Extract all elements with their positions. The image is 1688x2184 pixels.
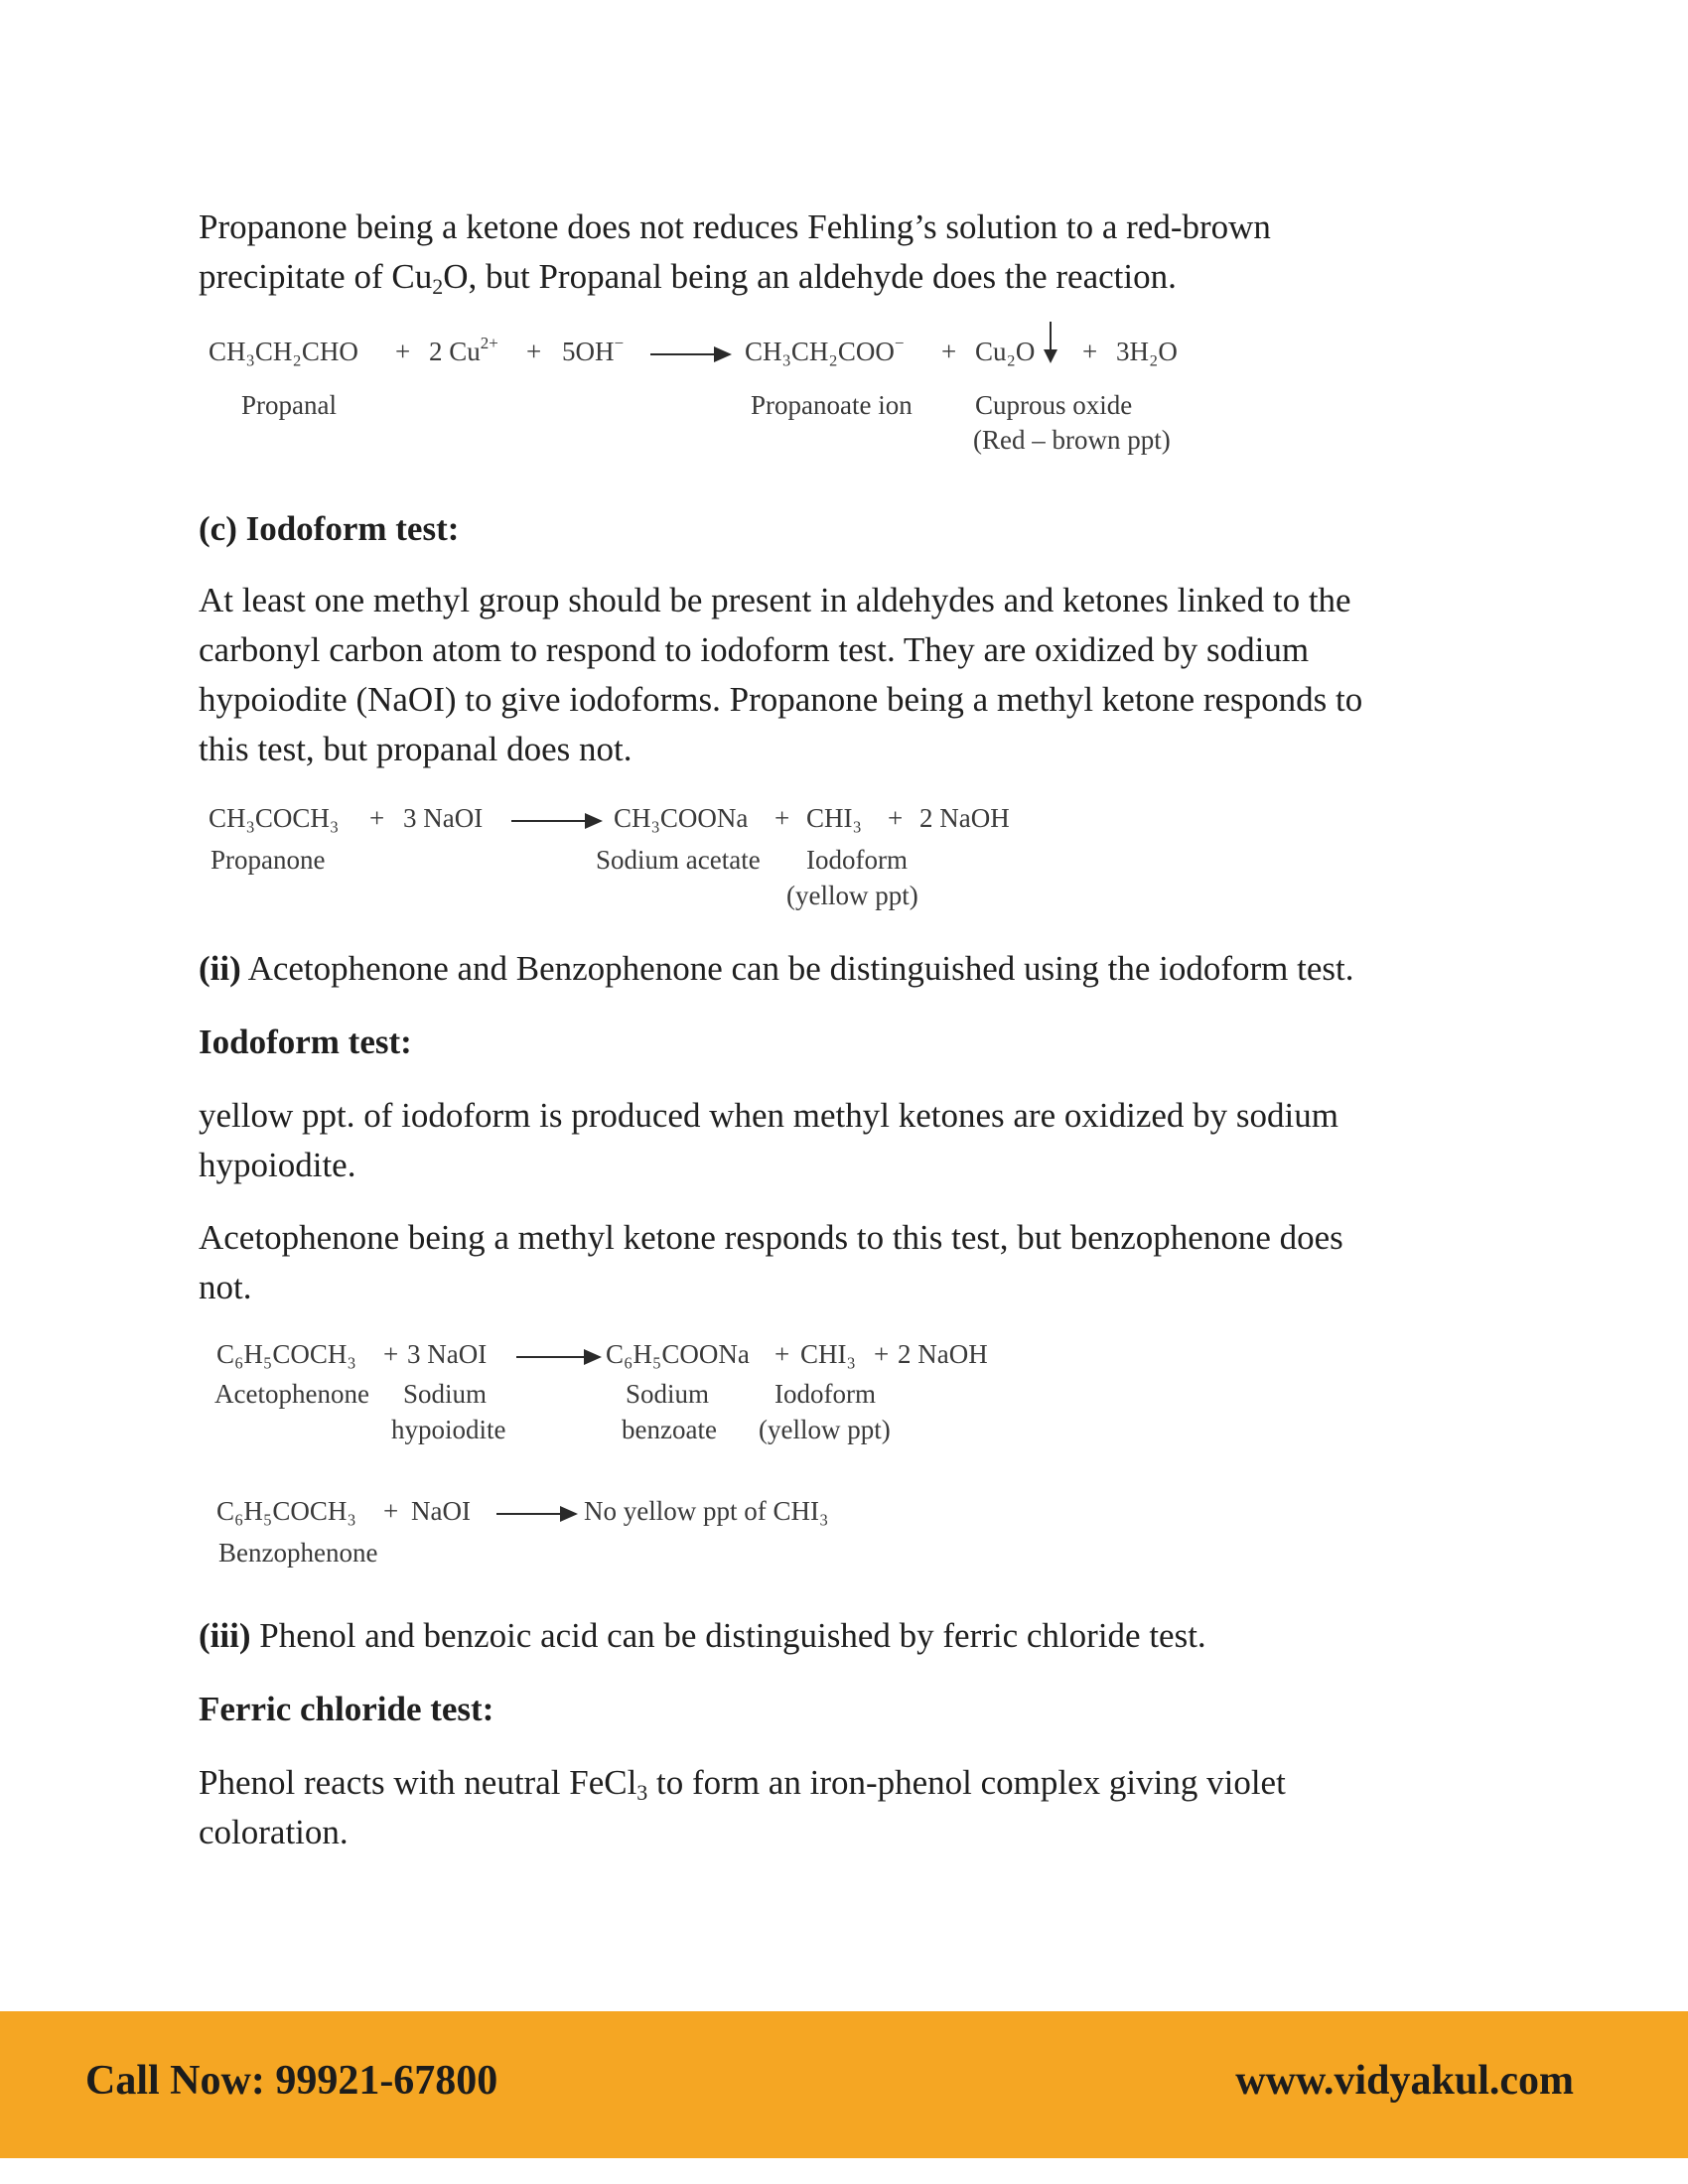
rx2-plus-2: +	[774, 803, 790, 833]
rx2-label-sodium-acetate: Sodium acetate	[596, 845, 761, 875]
rx4-result-no-ppt: No yellow ppt of CHI₃	[584, 1496, 829, 1526]
call-now-phone[interactable]: Call Now: 99921-67800	[85, 2058, 498, 2104]
fehling-line-2b: O, but Propanal being an aldehyde does the reaction.	[443, 257, 1177, 296]
ferric-line-2: coloration.	[199, 1813, 349, 1851]
rx3-reactant-naoi: 3 NaOI	[407, 1339, 488, 1369]
rx2-reactant-naoi: 3 NaOI	[403, 803, 484, 833]
section-ii-label: (ii)	[199, 949, 241, 988]
iodoform-test-heading: (c) Iodoform test:	[199, 509, 460, 548]
rx3-label-sodium-2: Sodium	[626, 1379, 710, 1409]
rx3-reactant-acetophenone: C₆H₅COCH₃	[216, 1339, 356, 1369]
rx3-label-sodium: Sodium	[403, 1379, 488, 1409]
section-ii-text: Acetophenone and Benzophenone can be distinguished using the iodoform test.	[240, 949, 1354, 988]
ferric-line-1-sub: 3	[636, 1780, 648, 1805]
rx3-product-chi3: CHI₃	[800, 1339, 856, 1369]
rx1-label-propanal: Propanal	[241, 390, 337, 420]
ferric-chloride-paragraph	[199, 1758, 1489, 1857]
rx2-arrow	[511, 820, 601, 822]
iodoform-test-heading-2: Iodoform test:	[199, 1023, 412, 1061]
fehling-paragraph	[199, 203, 1489, 302]
iodoform-line-2: carbonyl carbon atom to respond to iodoform test. They are oxidized by sodium	[199, 630, 1310, 669]
iodoform-line-4: this test, but propanal does not.	[199, 730, 633, 768]
rx3-plus-2: +	[774, 1339, 790, 1369]
acetophenone-line-1: Acetophenone being a methyl ketone responds to this test, but benzophenone does	[199, 1218, 1343, 1257]
rx1-plus-3: +	[941, 337, 957, 366]
rx2-label-iodoform: Iodoform	[806, 845, 908, 875]
rx1-plus-2: +	[526, 337, 542, 366]
ferric-chloride-heading: Ferric chloride test:	[199, 1690, 494, 1728]
rx2-reactant-propanone: CH₃COCH₃	[209, 803, 340, 833]
rx3-label-benzoate: benzoate	[622, 1415, 717, 1444]
section-iii-statement	[199, 1611, 1489, 1661]
rx2-plus-3: +	[888, 803, 904, 833]
section-iii-text: Phenol and benzoic acid can be distinguished by ferric chloride test.	[250, 1616, 1206, 1655]
rx1-product-propanoate: CH₃CH₂COO−	[745, 334, 905, 366]
rx1-label-cuprous-oxide: Cuprous oxide	[975, 390, 1133, 420]
rx3-label-acetophenone: Acetophenone	[214, 1379, 369, 1409]
rx4-reactant-benzophenone: C₆H₅COCH₃	[216, 1496, 356, 1526]
rx4-plus-1: +	[383, 1496, 399, 1526]
rx3-label-hypoiodite: hypoiodite	[391, 1415, 506, 1444]
rx3-label-iodoform: Iodoform	[774, 1379, 876, 1409]
rx3-plus-1: +	[383, 1339, 399, 1369]
rx1-reactant-copper: 2 $Cu^{2+}$	[429, 334, 498, 366]
rx4-reactant-naoi: NaOI	[411, 1496, 471, 1526]
rx1-plus-1: +	[395, 337, 411, 366]
iodoform-ppt-line-2: hypoiodite.	[199, 1146, 356, 1184]
acetophenone-line-2: not.	[199, 1268, 252, 1306]
iodoform-ppt-paragraph	[199, 1091, 1489, 1190]
iodoform-ppt-line-1: yellow ppt. of iodoform is produced when methyl ketones are oxidized by sodium	[199, 1096, 1338, 1135]
precipitate-down-arrow-icon	[1050, 322, 1052, 355]
rx3-product-naoh: 2 NaOH	[898, 1339, 988, 1369]
rx2-product-chi3: CHI₃	[806, 803, 862, 833]
rx1-reactant-propanal: CH₃CH₂CHO	[209, 337, 358, 366]
rx1-label-propanoate: Propanoate ion	[751, 390, 913, 420]
rx2-plus-1: +	[369, 803, 385, 833]
ferric-line-1b: to form an iron-phenol complex giving violet	[647, 1763, 1286, 1802]
section-ii-statement	[199, 944, 1489, 994]
ferric-line-1a: Phenol reacts with neutral FeCl	[199, 1763, 637, 1802]
rx3-product-sodium-benzoate: C₆H₅COONa	[606, 1339, 750, 1369]
rx2-product-sodium-acetate: CH₃COONa	[614, 803, 749, 833]
rx3-plus-3: +	[874, 1339, 890, 1369]
rx1-product-cu2o: Cu₂O	[975, 337, 1036, 366]
footer-banner	[0, 2011, 1688, 2158]
rx1-arrow	[650, 353, 730, 355]
section-iii-label: (iii)	[199, 1616, 251, 1655]
rx4-label-benzophenone: Benzophenone	[218, 1538, 378, 1568]
rx2-label-yellow-ppt: (yellow ppt)	[786, 881, 918, 910]
rx3-label-yellow-ppt: (yellow ppt)	[759, 1415, 891, 1444]
fehling-line-2a: precipitate of Cu	[199, 257, 433, 296]
rx1-label-red-brown-ppt: (Red – brown ppt)	[973, 425, 1171, 455]
rx2-product-naoh: 2 NaOH	[919, 803, 1010, 833]
rx2-label-propanone: Propanone	[211, 845, 326, 875]
iodoform-line-1: At least one methyl group should be present in aldehydes and ketones linked to the	[199, 581, 1351, 619]
website-link[interactable]: www.vidyakul.com	[1235, 2058, 1574, 2104]
acetophenone-paragraph	[199, 1213, 1489, 1312]
rx4-arrow	[496, 1513, 576, 1515]
rx1-plus-4: +	[1082, 337, 1098, 366]
rx1-reactant-hydroxide: 5OH−	[562, 334, 625, 366]
rx1-product-water: 3H₂O	[1116, 337, 1178, 366]
fehling-line-1: Propanone being a ketone does not reduces Fehling’s solution to a red-brown	[199, 207, 1271, 246]
fehling-line-2-sub: 2	[432, 274, 444, 299]
rx3-arrow	[516, 1356, 600, 1358]
iodoform-paragraph	[199, 576, 1489, 774]
iodoform-line-3: hypoiodite (NaOI) to give iodoforms. Propanone being a methyl ketone responds to	[199, 680, 1363, 719]
